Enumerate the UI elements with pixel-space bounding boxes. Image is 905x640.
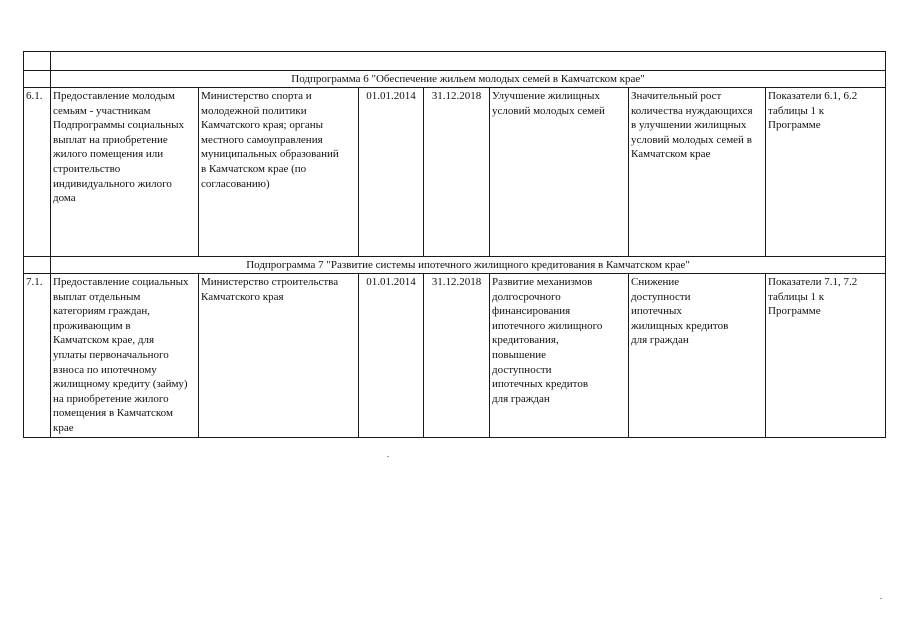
- text-line: категориям граждан,: [53, 305, 150, 318]
- text-line: уплаты первоначального: [53, 348, 169, 361]
- text-line: строительство: [53, 162, 121, 175]
- indicator-link-cell: [766, 274, 886, 438]
- text-line: дома: [53, 192, 76, 205]
- table-row: [24, 88, 886, 257]
- text-line: Снижение: [631, 276, 680, 288]
- start-date-cell: 01.01.2014: [359, 88, 424, 257]
- text-line: Показатели 7.1, 7.2: [768, 276, 858, 288]
- text-line: Камчатском крае, для: [53, 334, 155, 347]
- executor-cell: [199, 274, 359, 438]
- text-line: Значительный рост: [631, 90, 722, 102]
- subprogram-7-title: Подпрограмма 7 "Развитие системы ипотечного жилищного кредитования в Камчатском крае": [51, 257, 886, 274]
- text-line: помещения в Камчатском: [53, 407, 173, 420]
- table-top-row: [24, 52, 886, 71]
- text-line: ипотечного жилищного: [492, 319, 603, 332]
- empty-cell: [24, 52, 51, 71]
- text-line: Камчатского края: [201, 290, 284, 303]
- text-line: семьям - участникам: [53, 104, 151, 117]
- row-number: 7.1.: [24, 274, 51, 438]
- text-line: в улучшении жилищных: [631, 119, 747, 132]
- indicator-link-cell: [766, 88, 886, 257]
- measure-name-cell: [51, 274, 199, 438]
- text-line: выплат отдельным: [53, 290, 141, 303]
- subprogram-7-header-row: [24, 257, 886, 274]
- text-line: Программе: [768, 305, 821, 318]
- scan-speck: [387, 456, 389, 457]
- executor-cell: [199, 88, 359, 257]
- text-line: таблицы 1 к: [768, 104, 825, 117]
- text-line: для граждан: [631, 334, 689, 347]
- text-line: выплат на приобретение: [53, 133, 168, 146]
- text-line: количества нуждающихся: [631, 104, 753, 117]
- text-line: Камчатском крае: [631, 148, 711, 161]
- text-line: таблицы 1 к: [768, 290, 825, 303]
- text-line: Предоставление молодым: [53, 90, 176, 102]
- text-line: условий молодых семей в: [631, 133, 752, 146]
- text-line: индивидуального жилого: [53, 177, 172, 190]
- text-line: долгосрочного: [492, 290, 561, 303]
- text-line: жилого помещения или: [53, 148, 164, 161]
- text-line: крае: [53, 421, 74, 434]
- text-line: ипотечных кредитов: [492, 378, 589, 391]
- measures-table: [23, 51, 886, 438]
- consequences-cell: [629, 274, 766, 438]
- text-line: Программе: [768, 119, 821, 132]
- text-line: местного самоуправления: [201, 133, 323, 146]
- scan-speck: [880, 598, 882, 599]
- text-line: проживающим в: [53, 319, 131, 332]
- text-line: кредитования,: [492, 334, 559, 347]
- expected-result-cell: [490, 88, 629, 257]
- text-line: Подпрограммы социальных: [53, 119, 184, 132]
- expected-result-cell: [490, 274, 629, 438]
- text-line: на приобретение жилого: [53, 392, 169, 405]
- text-line: финансирования: [492, 305, 571, 318]
- text-line: доступности: [492, 363, 552, 376]
- table-row: [24, 274, 886, 438]
- end-date-cell: 31.12.2018: [424, 274, 490, 438]
- text-line: условий молодых семей: [492, 104, 605, 117]
- text-line: Развитие механизмов: [492, 276, 593, 288]
- text-line: Министерство спорта и: [201, 90, 312, 102]
- subprogram-6-title: Подпрограмма 6 "Обеспечение жильем молодых семей в Камчатском крае": [51, 71, 886, 88]
- empty-cell: [24, 257, 51, 274]
- text-line: молодежной политики: [201, 104, 307, 117]
- text-line: Улучшение жилищных: [492, 90, 600, 102]
- consequences-cell: [629, 88, 766, 257]
- text-line: доступности: [631, 290, 691, 303]
- text-line: Предоставление социальных: [53, 276, 189, 288]
- text-line: Камчатского края; органы: [201, 119, 324, 132]
- text-line: взноса по ипотечному: [53, 363, 157, 376]
- text-line: жилищному кредиту (займу): [53, 378, 188, 391]
- empty-cell: [51, 52, 886, 71]
- empty-cell: [24, 71, 51, 88]
- text-line: повышение: [492, 348, 546, 361]
- text-line: Министерство строительства: [201, 276, 339, 288]
- text-line: в Камчатском крае (по: [201, 162, 307, 175]
- text-line: жилищных кредитов: [631, 319, 729, 332]
- text-line: муниципальных образований: [201, 148, 339, 161]
- text-line: ипотечных: [631, 305, 682, 318]
- measure-name-cell: [51, 88, 199, 257]
- subprogram-6-header-row: [24, 71, 886, 88]
- end-date-cell: 31.12.2018: [424, 88, 490, 257]
- text-line: согласованию): [201, 177, 270, 190]
- text-line: для граждан: [492, 392, 550, 405]
- start-date-cell: 01.01.2014: [359, 274, 424, 438]
- text-line: Показатели 6.1, 6.2: [768, 90, 858, 102]
- row-number: 6.1.: [24, 88, 51, 257]
